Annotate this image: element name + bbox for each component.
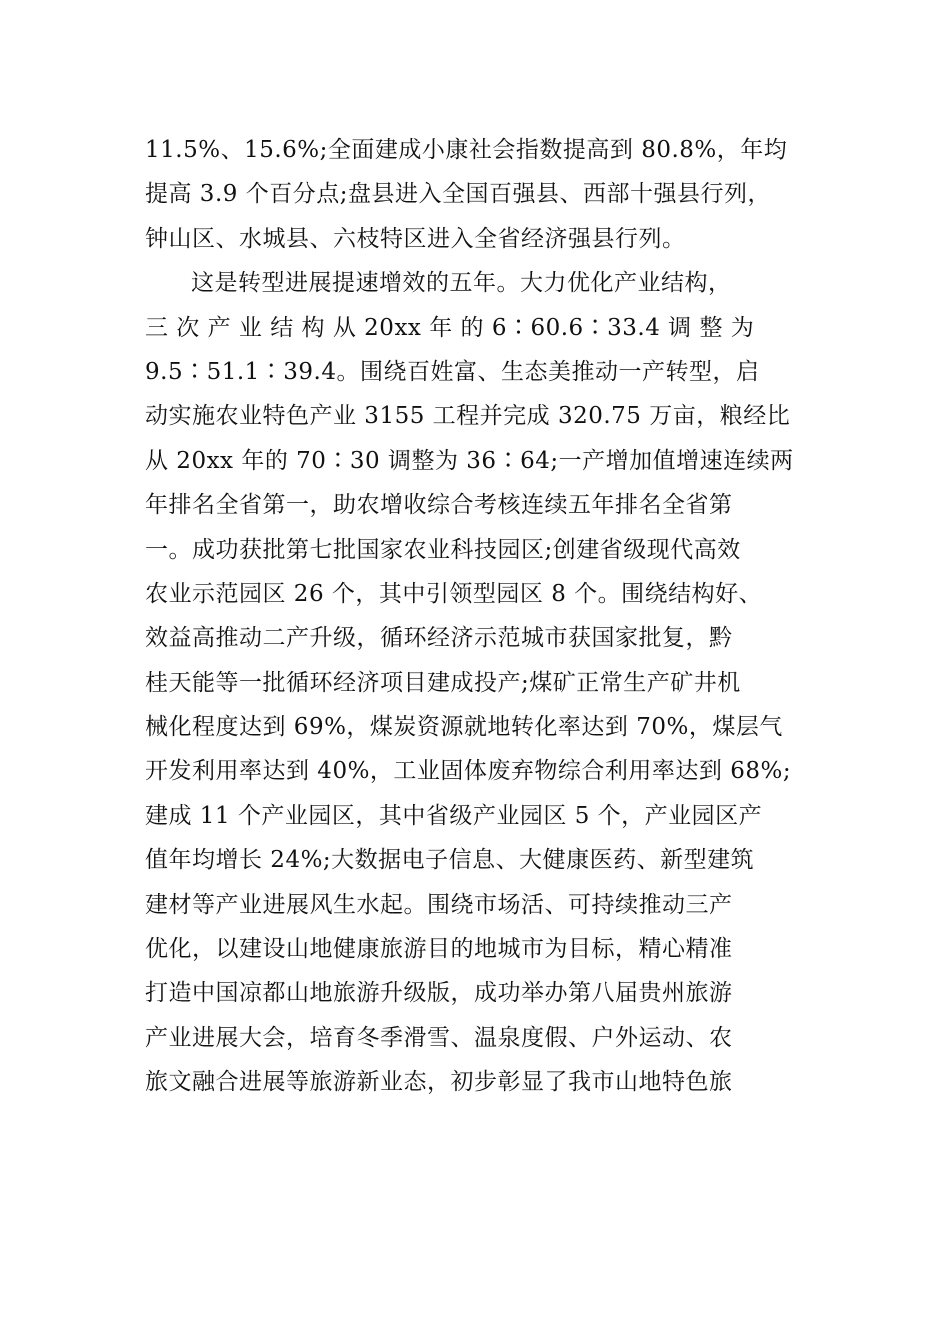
document-body xyxy=(145,128,805,1105)
para2-line-15: 建材等产业进展风生水起。围绕市场活、可持续推动三产 xyxy=(145,891,733,918)
para2-line-10: 桂天能等一批循环经济项目建成投产;煤矿正常生产矿井机 xyxy=(145,669,741,696)
para2-line-3: 9.5∶51.1∶39.4。围绕百姓富、生态美推动一产转型，启 xyxy=(145,358,760,385)
para2-line-1: 这是转型进展提速增效的五年。大力优化产业结构， xyxy=(191,270,732,297)
para1-line-3: 钟山区、水城县、六枝特区进入全省经济强县行列。 xyxy=(145,225,686,252)
para2-line-17: 打造中国凉都山地旅游升级版，成功举办第八届贵州旅游 xyxy=(145,980,733,1007)
para1-line-2: 提高 3.9 个百分点;盘县进入全国百强县、西部十强县行列， xyxy=(145,181,771,208)
para2-line-5: 从 20xx 年的 70∶30 调整为 36∶64;一产增加值增速连续两 xyxy=(145,447,794,474)
para2-line-16: 优化，以建设山地健康旅游目的地城市为目标，精心精准 xyxy=(145,936,733,963)
para2-line-7: 一。成功获批第七批国家农业科技园区;创建省级现代高效 xyxy=(145,536,741,563)
para2-line-11: 械化程度达到 69%，煤炭资源就地转化率达到 70%，煤层气 xyxy=(145,714,783,741)
para2-line-6: 年排名全省第一，助农增收综合考核连续五年排名全省第 xyxy=(145,492,733,519)
para2-line-14: 值年均增长 24%;大数据电子信息、大健康医药、新型建筑 xyxy=(145,847,755,874)
paragraph-2 xyxy=(145,261,805,1104)
para1-line-1: 11.5%、15.6%;全面建成小康社会指数提高到 80.8%，年均 xyxy=(145,137,788,163)
para2-line-12: 开发利用率达到 40%，工业固体废弃物综合利用率达到 68%; xyxy=(145,758,792,785)
para2-line-19: 旅文融合进展等旅游新业态，初步彰显了我市山地特色旅 xyxy=(145,1069,733,1096)
para2-line-13: 建成 11 个产业园区，其中省级产业园区 5 个，产业园区产 xyxy=(145,802,763,829)
para2-line-9: 效益高推动二产升级，循环经济示范城市获国家批复，黔 xyxy=(145,625,733,652)
para2-line-18: 产业进展大会，培育冬季滑雪、温泉度假、户外运动、农 xyxy=(145,1024,733,1051)
para2-line-8: 农业示范园区 26 个，其中引领型园区 8 个。围绕结构好、 xyxy=(145,580,763,607)
para2-line-2: 三 次 产 业 结 构 从 20xx 年 的 6∶60.6∶33.4 调 整 为 xyxy=(145,314,755,341)
para2-line-4: 动实施农业特色产业 3155 工程并完成 320.75 万亩，粮经比 xyxy=(145,403,791,430)
paragraph-1 xyxy=(145,128,805,261)
